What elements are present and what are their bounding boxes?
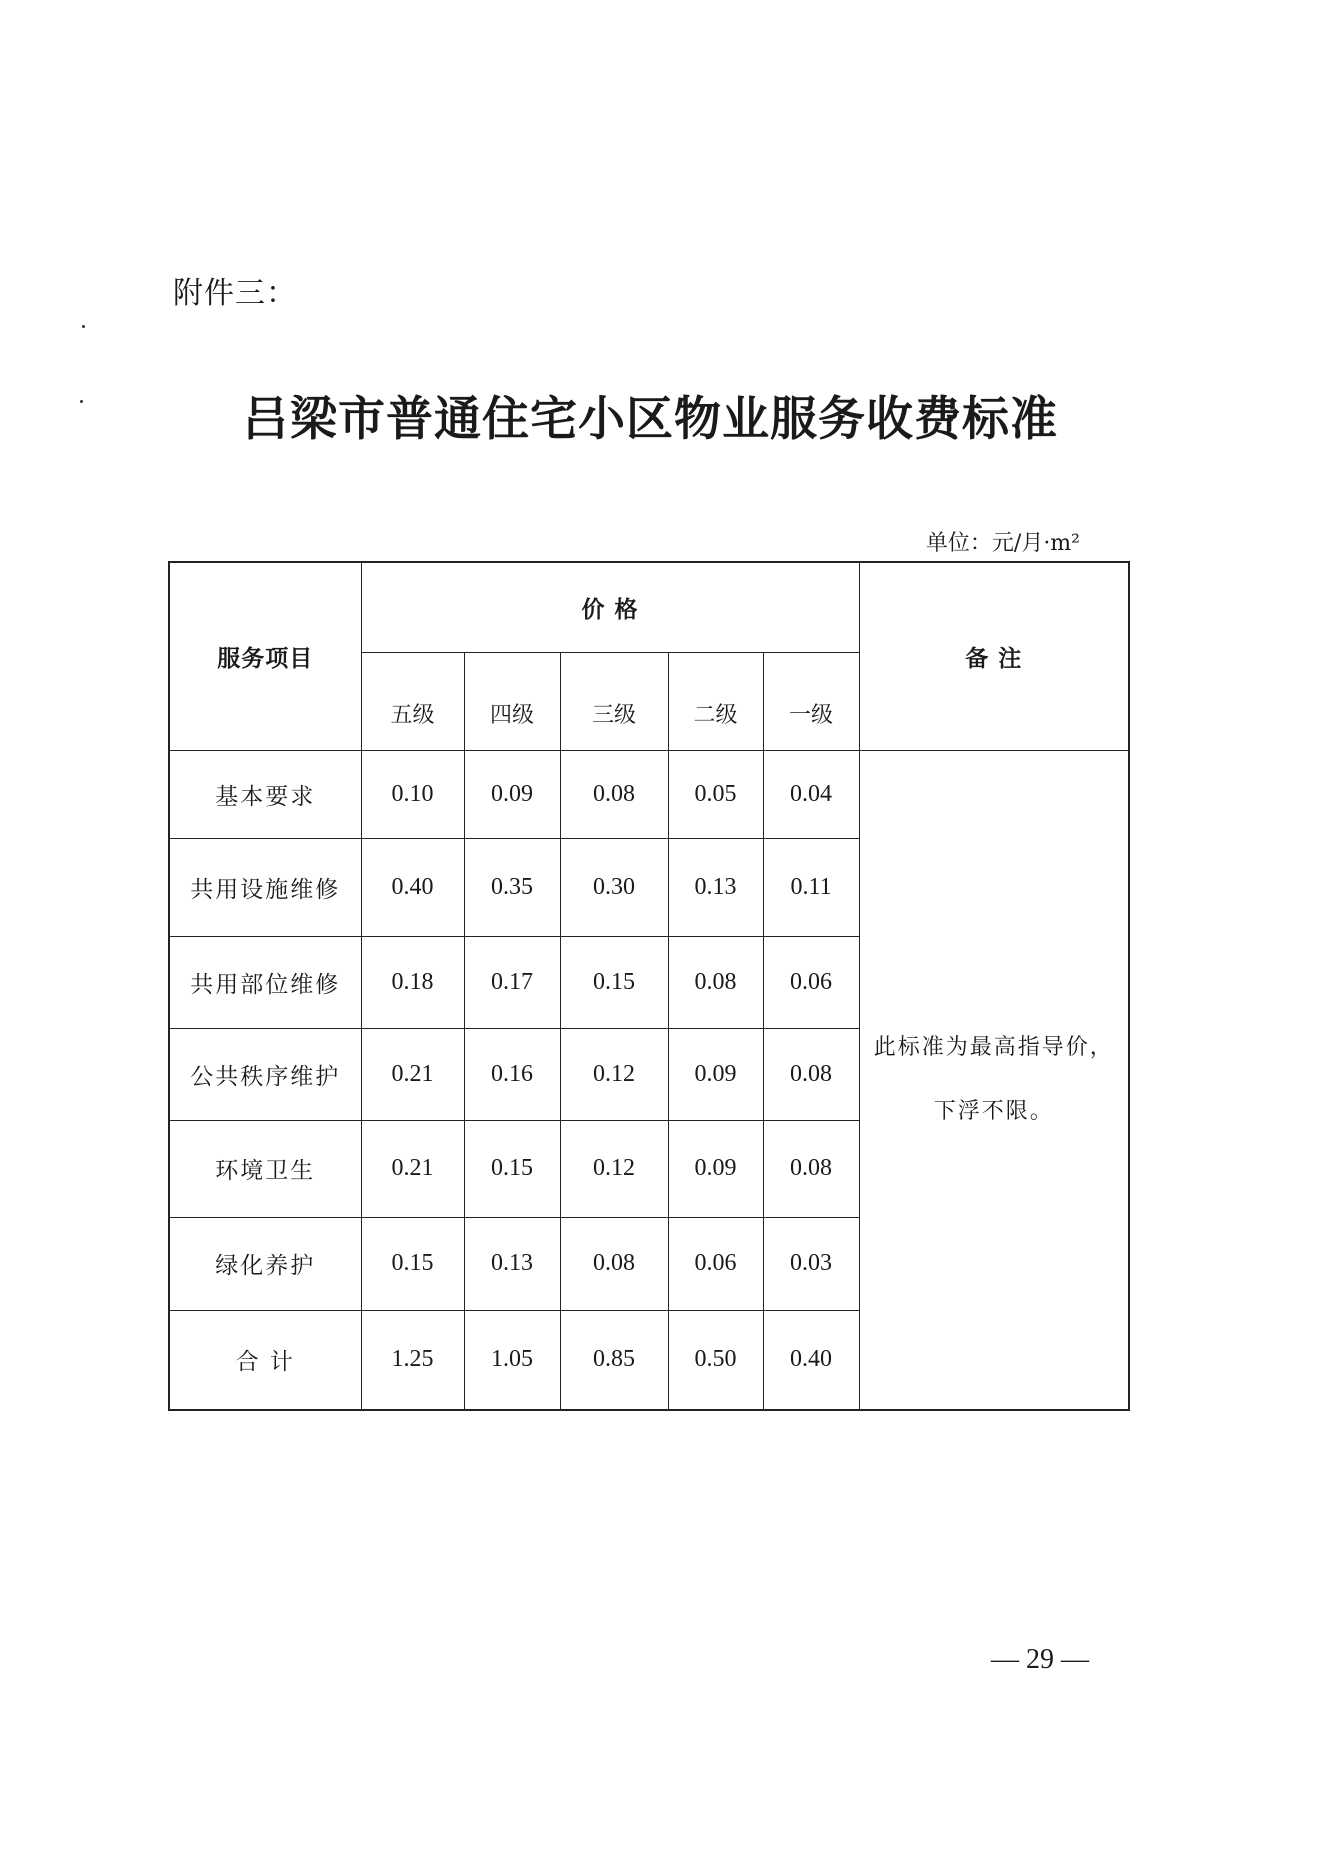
header-remark: 备 注 [859,562,1129,750]
price-cell: 0.13 [464,1217,560,1310]
price-cell: 0.17 [464,936,560,1028]
price-cell: 0.08 [763,1028,859,1120]
price-cell: 0.11 [763,838,859,936]
price-cell: 0.12 [560,1120,668,1217]
price-cell: 0.15 [361,1217,464,1310]
price-cell: 0.35 [464,838,560,936]
total-label: 合 计 [169,1310,361,1410]
margin-dot [82,325,85,328]
level-header: 五级 [361,652,464,750]
price-cell: 0.12 [560,1028,668,1120]
price-cell: 0.06 [763,936,859,1028]
level-header: 三级 [560,652,668,750]
price-cell: 0.21 [361,1120,464,1217]
price-cell: 0.09 [668,1028,763,1120]
level-header: 二级 [668,652,763,750]
price-cell: 0.13 [668,838,763,936]
level-header: 一级 [763,652,859,750]
price-cell: 0.04 [763,750,859,838]
total-cell: 1.25 [361,1310,464,1410]
price-cell: 0.08 [560,1217,668,1310]
page-title: 吕梁市普通住宅小区物业服务收费标准 [242,392,1058,447]
price-cell: 0.03 [763,1217,859,1310]
price-cell: 0.18 [361,936,464,1028]
price-cell: 0.08 [560,750,668,838]
price-cell: 0.09 [464,750,560,838]
service-item-label: 公共秩序维护 [169,1028,361,1120]
total-cell: 0.50 [668,1310,763,1410]
total-cell: 0.85 [560,1310,668,1410]
fee-table [168,561,1130,1411]
price-cell: 0.15 [464,1120,560,1217]
service-item-label: 共用部位维修 [169,936,361,1028]
price-cell: 0.40 [361,838,464,936]
attachment-label: 附件三： [173,276,297,311]
total-cell: 0.40 [763,1310,859,1410]
header-price: 价 格 [361,562,859,652]
price-cell: 0.09 [668,1120,763,1217]
unit-label: 单位：元/月·m² [925,531,1080,556]
price-cell: 0.15 [560,936,668,1028]
page-number: — 29 — [991,1644,1089,1675]
total-cell: 1.05 [464,1310,560,1410]
level-header: 四级 [464,652,560,750]
price-cell: 0.06 [668,1217,763,1310]
service-item-label: 环境卫生 [169,1120,361,1217]
price-cell: 0.08 [763,1120,859,1217]
price-cell: 0.05 [668,750,763,838]
service-item-label: 绿化养护 [169,1217,361,1310]
remark-line: 此标准为最高指导价， [873,1034,1114,1060]
remark-line: 下浮不限。 [933,1098,1054,1124]
header-service-item: 服务项目 [169,562,361,750]
price-cell: 0.10 [361,750,464,838]
service-item-label: 基本要求 [169,750,361,838]
price-cell: 0.08 [668,936,763,1028]
table-row [169,750,1129,838]
service-item-label: 共用设施维修 [169,838,361,936]
price-cell: 0.30 [560,838,668,936]
remark-cell [859,750,1129,1410]
price-cell: 0.16 [464,1028,560,1120]
price-cell: 0.21 [361,1028,464,1120]
